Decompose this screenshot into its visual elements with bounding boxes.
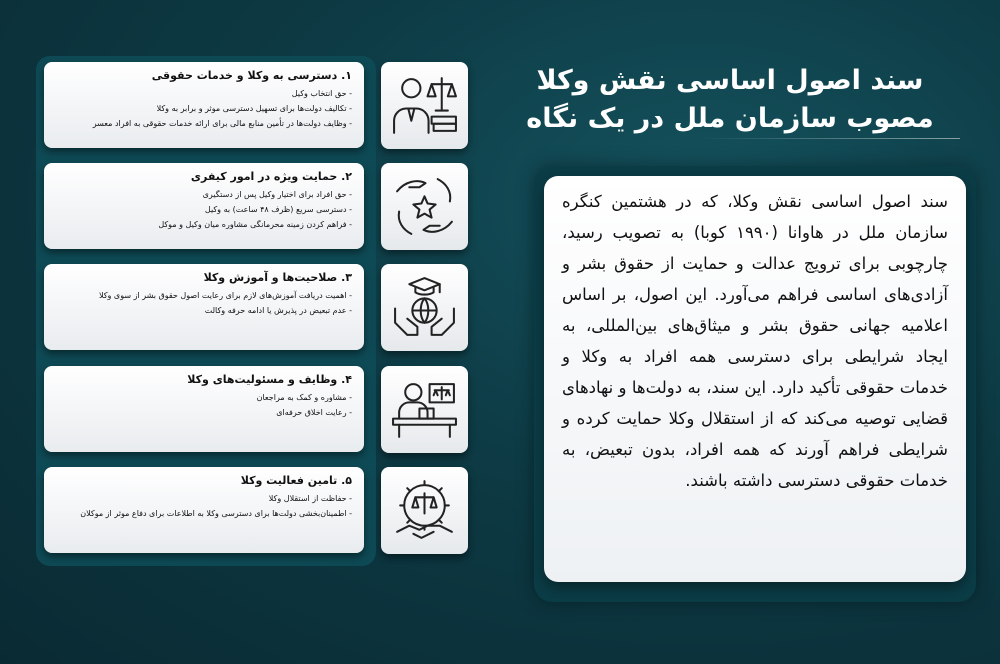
lawyer-scales-icon <box>381 62 468 149</box>
section-card-5 <box>44 467 364 553</box>
section-item: - حفاظت از استقلال وکلا <box>268 494 352 503</box>
section-title: ۴. وظایف و مسئولیت‌های وکلا <box>187 373 352 386</box>
section-item: - اهمیت دریافت آموزش‌های لازم برای رعایت اصول حقوق بشر از سوی وکلا <box>98 291 352 300</box>
section-title: ۱. دسترسی به وکلا و خدمات حقوقی <box>151 69 352 82</box>
lawyer-desk-icon <box>381 366 468 453</box>
section-item: - وظایف دولت‌ها در تأمین منابع مالی برای ارائه خدمات حقوقی به افراد معسر <box>92 119 352 128</box>
section-card-2 <box>44 163 364 249</box>
section-item: - مشاوره و کمک به مراجعان <box>256 393 352 402</box>
section-item: - حق انتخاب وکیل <box>291 89 352 98</box>
section-item: - تکالیف دولت‌ها برای تسهیل دسترسی موثر و برابر به وکلا <box>156 104 352 113</box>
section-title: ۲. حمایت ویژه در امور کیفری <box>190 170 352 183</box>
section-item: - عدم تبعیض در پذیرش یا ادامه حرفه وکالت <box>204 306 352 315</box>
section-item: - دسترسی سریع (ظرف ۴۸ ساعت) به وکیل <box>204 205 352 214</box>
title-line-2: مصوب سازمان ملل در یک نگاه <box>526 103 934 134</box>
graduation-globe-icon <box>381 264 468 351</box>
section-item: - اطمینان‌بخشی دولت‌ها برای دسترسی وکلا به اطلاعات برای دفاع موثر از موکلان <box>80 509 352 518</box>
section-title: ۳. صلاحیت‌ها و آموزش وکلا <box>203 271 352 284</box>
section-card-4 <box>44 366 364 452</box>
section-item: - حق افراد برای اختیار وکیل پس از دستگیری <box>202 190 352 199</box>
title-line-1: سند اصول اساسی نقش وکلا <box>536 65 924 96</box>
title-underline <box>700 138 960 139</box>
hands-star-icon <box>381 163 468 250</box>
description-card <box>544 176 966 582</box>
description-text: سند اصول اساسی نقش وکلا، که در هشتمین کنگره سازمان ملل در هاوانا (۱۹۹۰ کوبا) به تصویب رسید، چارچوبی برای ترویج عدالت و حمایت از حقوق بشر و آزادی‌های اساسی فراهم می‌آورد. این اصول، بر اساس اعلامیه جهانی حقوق بشر و میثاق‌های بین‌المللی، به ایجاد شرایطی برای دسترسی همه افراد به وکلا و خدمات حقوقی تأکید دارد. این سند، به دولت‌ها و نهادهای قضایی توصیه می‌کند که از استقلال وکلا حمایت کرده و شرایطی فراهم آورند که همه افراد، بدون تبعیض، به خدمات حقوقی دسترسی داشته باشند. <box>562 192 948 490</box>
section-card-3 <box>44 264 364 350</box>
section-item: - فراهم کردن زمینه محرمانگی مشاوره میان وکیل و موکل <box>158 220 352 229</box>
gear-handshake-icon <box>381 467 468 554</box>
section-title: ۵. تامین فعالیت وکلا <box>240 474 352 487</box>
page-title <box>520 62 940 138</box>
section-item: - رعایت اخلاق حرفه‌ای <box>276 408 352 417</box>
section-card-1 <box>44 62 364 148</box>
